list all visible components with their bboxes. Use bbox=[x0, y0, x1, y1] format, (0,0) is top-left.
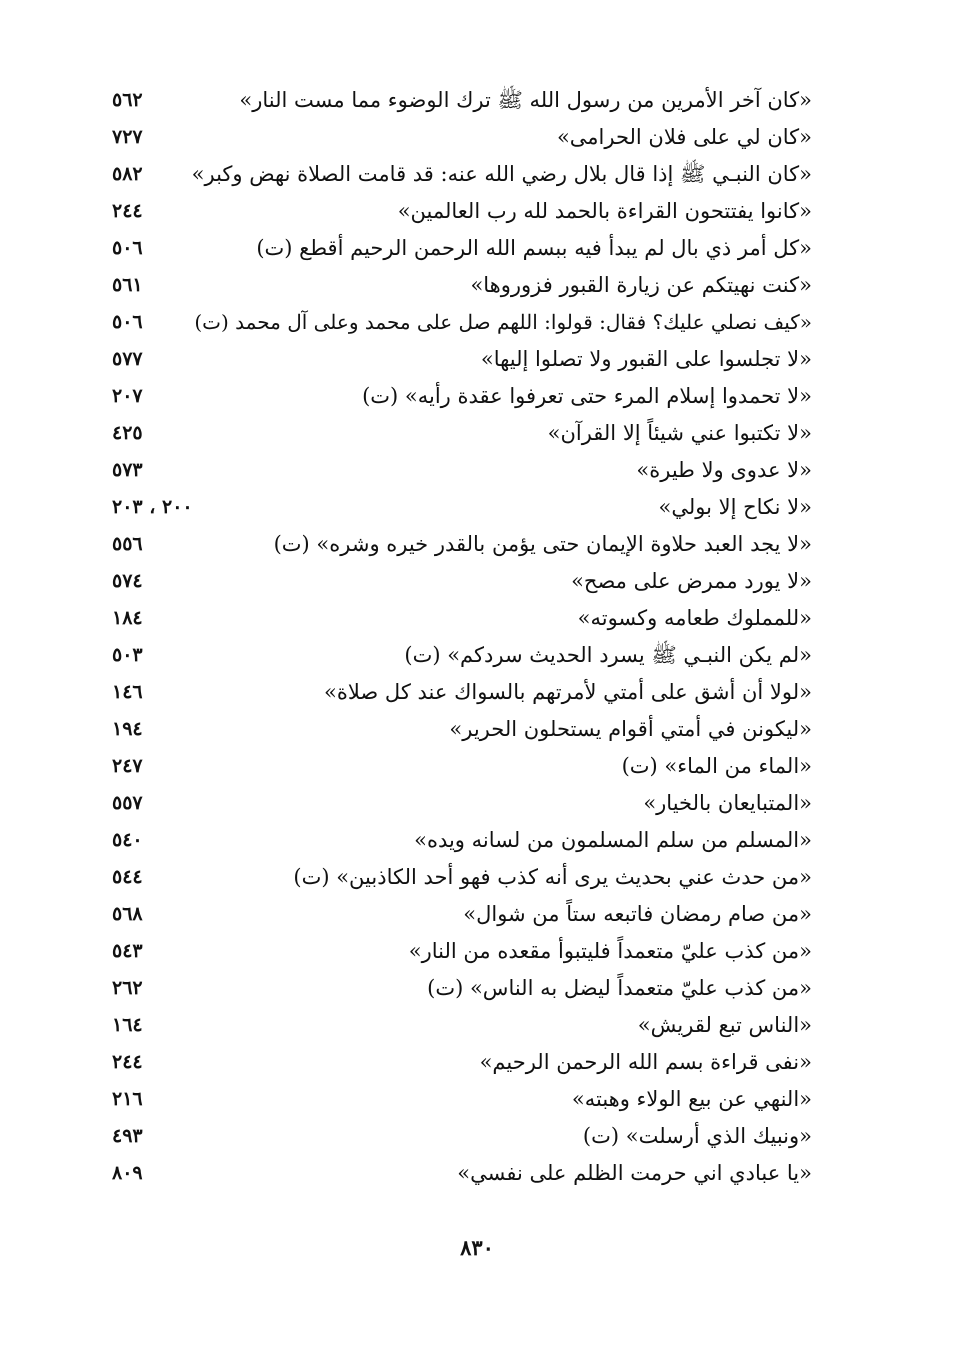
index-row bbox=[100, 119, 812, 156]
page-references: ٢٤٧ bbox=[112, 755, 143, 777]
index-row bbox=[100, 563, 812, 600]
page-references: ٥٦١ bbox=[112, 274, 143, 296]
hadith-text: «لا تكتبوا عني شيئاً إلا القرآن» bbox=[547, 421, 812, 445]
index-row bbox=[100, 1118, 812, 1155]
page-references: ٥٤٣ bbox=[112, 940, 143, 962]
index-row bbox=[100, 267, 812, 304]
page-references: ٢٤٤ bbox=[112, 1051, 143, 1073]
index-row bbox=[100, 785, 812, 822]
hadith-text: «لا يورد ممرض على مصح» bbox=[571, 569, 812, 593]
hadith-text: «من كذب عليّ متعمداً ليضل به الناس» (ت) bbox=[427, 976, 812, 1000]
page-references: ٥٦٨ bbox=[112, 903, 143, 925]
page-references: ٤٩٣ bbox=[112, 1125, 143, 1147]
page-references: ٥٧٤ bbox=[112, 570, 143, 592]
page-references: ٢٤٤ bbox=[112, 200, 143, 222]
hadith-text: «المسلم من سلم المسلمون من لسانه ويده» bbox=[414, 828, 812, 852]
hadith-text: «كان النبـي ﷺ إذا قال بلال رضي الله عنه: قد قامت الصلاة نهض وكبر» bbox=[191, 162, 812, 186]
hadith-text: «كل أمر ذي بال لم يبدأ فيه ببسم الله الرحمن الرحيم أقطع (ت) bbox=[256, 236, 812, 260]
hadith-text: «ونبيك الذي أرسلت» (ت) bbox=[582, 1124, 812, 1148]
index-row bbox=[100, 230, 812, 267]
hadith-text: «الناس تبع لقريش» bbox=[637, 1013, 812, 1037]
hadith-text: «لم يكن النبـي ﷺ يسرد الحديث سردكم» (ت) bbox=[404, 643, 812, 667]
page-references: ٢٦٢ bbox=[112, 977, 143, 999]
hadith-index-list bbox=[100, 82, 812, 1192]
index-row bbox=[100, 637, 812, 674]
hadith-text: «كان آخر الأمرين من رسول الله ﷺ ترك الوضوء مما مست النار» bbox=[239, 88, 812, 112]
page-references: ٨٠٩ bbox=[112, 1162, 143, 1184]
index-row bbox=[100, 156, 812, 193]
hadith-text: «كيف نصلي عليك؟ فقال: قولوا: اللهم صل على محمد وعلى آل محمد (ت) bbox=[194, 310, 812, 334]
page-references: ٥٠٦ bbox=[112, 311, 143, 333]
index-row bbox=[100, 378, 812, 415]
index-row bbox=[100, 452, 812, 489]
page-references: ٥٧٧ bbox=[112, 348, 143, 370]
hadith-text: «للمملوك طعامه وكسوته» bbox=[577, 606, 812, 630]
hadith-text: «لا تجلسوا على القبور ولا تصلوا إليها» bbox=[480, 347, 812, 371]
index-row bbox=[100, 933, 812, 970]
index-row bbox=[100, 82, 812, 119]
index-row bbox=[100, 526, 812, 563]
index-row bbox=[100, 748, 812, 785]
index-row bbox=[100, 304, 812, 341]
index-row bbox=[100, 1007, 812, 1044]
hadith-text: «يا عبادي اني حرمت الظلم على نفسي» bbox=[457, 1161, 812, 1185]
page-references: ٢٠٠ ، ٢٠٣ bbox=[112, 496, 193, 518]
hadith-text: «لا عدوى ولا طيرة» bbox=[636, 458, 812, 482]
hadith-text: «ليكونن في أمتي أقوام يستحلون الحرير» bbox=[449, 717, 812, 741]
hadith-text: «النهي عن بيع الولاء وهبته» bbox=[571, 1087, 812, 1111]
hadith-text: «من كذب عليّ متعمداً فليتبوأ مقعده من النار» bbox=[408, 939, 812, 963]
page-references: ١٦٤ bbox=[112, 1014, 143, 1036]
page-references: ٥٥٧ bbox=[112, 792, 143, 814]
hadith-text: «الماء من الماء» (ت) bbox=[621, 754, 812, 778]
page-references: ٧٢٧ bbox=[112, 126, 143, 148]
hadith-text: «من حدث عني بحديث يرى أنه كذب فهو أحد الكاذبين» (ت) bbox=[293, 865, 812, 889]
index-row bbox=[100, 970, 812, 1007]
hadith-text: «المتبايعان بالخيار» bbox=[643, 791, 812, 815]
page-references: ٥٠٣ bbox=[112, 644, 143, 666]
index-row bbox=[100, 415, 812, 452]
hadith-text: «نفى قراءة بسم الله الرحمن الرحيم» bbox=[479, 1050, 812, 1074]
page-references: ٥٨٢ bbox=[112, 163, 143, 185]
hadith-text: «لا يجد العبد حلاوة الإيمان حتى يؤمن بالقدر خيره وشره» (ت) bbox=[273, 532, 812, 556]
index-row bbox=[100, 1155, 812, 1192]
index-row bbox=[100, 489, 812, 526]
page-references: ٥٤٠ bbox=[112, 829, 143, 851]
page-references: ٢٠٧ bbox=[112, 385, 143, 407]
page-references: ٤٢٥ bbox=[112, 422, 143, 444]
page-references: ١٨٤ bbox=[112, 607, 143, 629]
hadith-text: «لا تحمدوا إسلام المرء حتى تعرفوا عقدة رأيه» (ت) bbox=[362, 384, 812, 408]
page-references: ٢١٦ bbox=[112, 1088, 143, 1110]
page-references: ٥٥٦ bbox=[112, 533, 143, 555]
hadith-text: «لا نكاح إلا بولي» bbox=[658, 495, 812, 519]
index-row bbox=[100, 859, 812, 896]
index-row bbox=[100, 193, 812, 230]
page-references: ٥٠٦ bbox=[112, 237, 143, 259]
page-references: ٥٧٣ bbox=[112, 459, 143, 481]
index-row bbox=[100, 822, 812, 859]
index-row bbox=[100, 711, 812, 748]
index-row bbox=[100, 341, 812, 378]
index-row bbox=[100, 1081, 812, 1118]
page-references: ٥٦٢ bbox=[112, 89, 143, 111]
hadith-text: «كنت نهيتكم عن زيارة القبور فزوروها» bbox=[470, 273, 812, 297]
page-references: ١٤٦ bbox=[112, 681, 143, 703]
page-references: ٥٤٤ bbox=[112, 866, 143, 888]
hadith-text: «من صام رمضان فاتبعه ستاً من شوال» bbox=[463, 902, 812, 926]
index-row bbox=[100, 1044, 812, 1081]
page-number: ٨٣٠ bbox=[460, 1235, 494, 1260]
hadith-text: «لولا أن أشق على أمتي لأمرتهم بالسواك عند كل صلاة» bbox=[324, 680, 812, 704]
index-row bbox=[100, 600, 812, 637]
index-row bbox=[100, 896, 812, 933]
page-references: ١٩٤ bbox=[112, 718, 143, 740]
hadith-text: «كان لي على فلان الحرامى» bbox=[556, 125, 812, 149]
hadith-text: «كانوا يفتتحون القراءة بالحمد لله رب العالمين» bbox=[397, 199, 812, 223]
index-row bbox=[100, 674, 812, 711]
